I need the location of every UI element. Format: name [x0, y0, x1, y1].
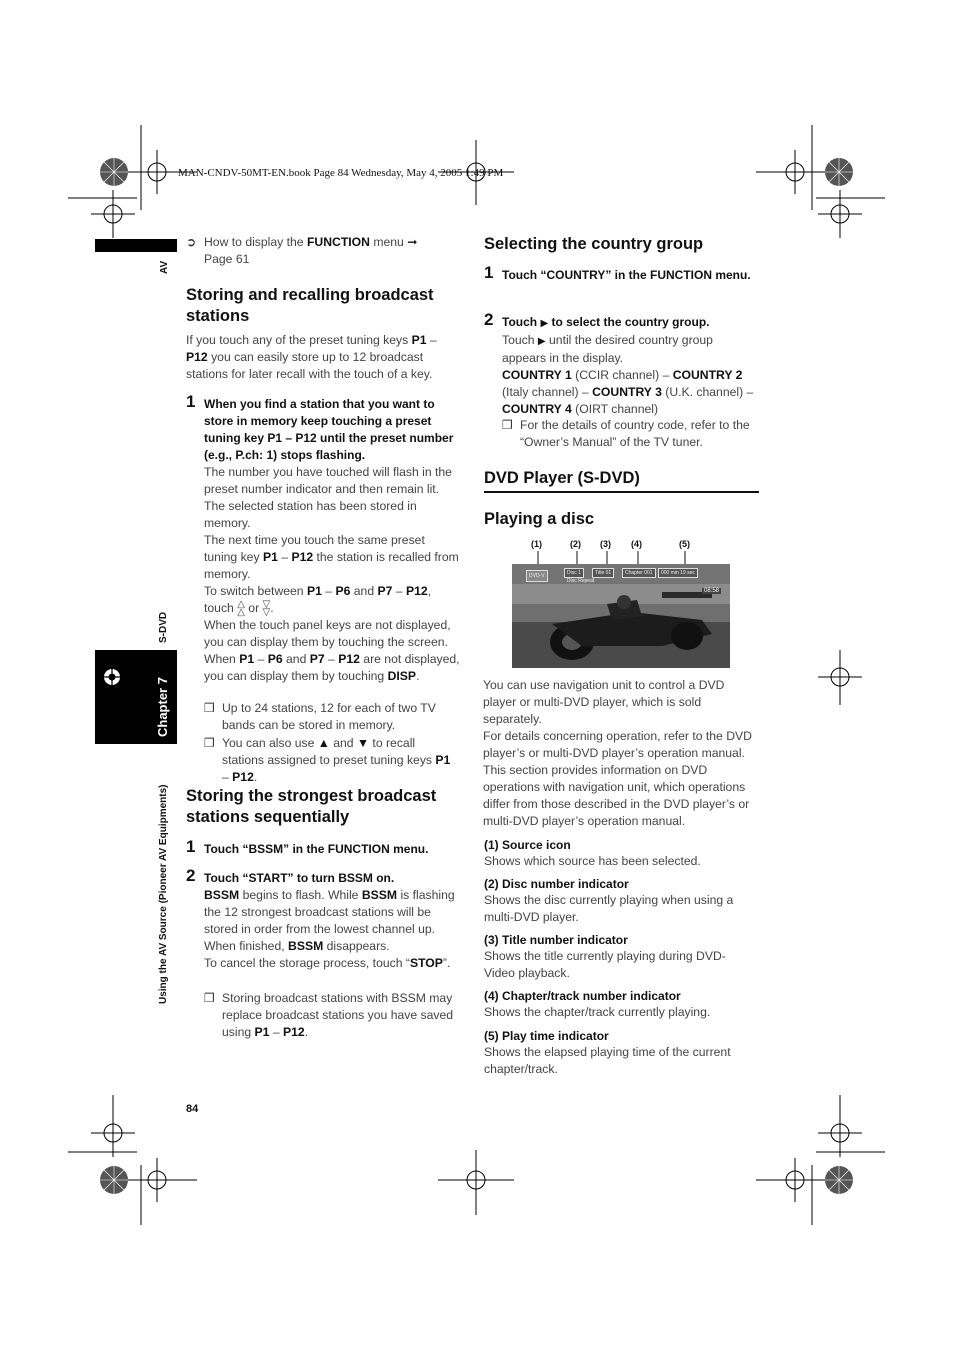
- storing-step-1-title: When you find a station that you want to store in memory keep touching a preset tuning key P1 – P12 until the preset number (e.g., P.ch: 1) stops flashing.: [204, 397, 454, 462]
- play-triangle-icon: ▶: [537, 336, 546, 347]
- function-menu-reference: ➲ How to display the FUNCTION menu ➞ Page 61: [186, 235, 418, 266]
- section-title-strongest: Storing the strongest broadcast stations sequentially: [186, 787, 437, 826]
- page-up-icon: △ △: [237, 598, 245, 618]
- av-side-label: AV: [159, 260, 170, 274]
- bssm-step-1: 1 Touch “BSSM” in the FUNCTION menu.: [186, 837, 429, 856]
- sdvd-side-label: S-DVD: [158, 611, 169, 643]
- dvd-playback-screen: [512, 564, 730, 668]
- country-note: ❒ For the details of country code, refer to the “Owner’s Manual” of the TV tuner.: [502, 418, 750, 449]
- figure-label-4: (4): [631, 539, 642, 549]
- play-time-indicator: 000 min 19 sec: [658, 568, 698, 578]
- figure-label-1: (1): [531, 539, 542, 549]
- note-box-icon: ❒: [204, 736, 215, 750]
- triangle-down-icon: ▼: [356, 736, 370, 750]
- file-info-header: MAN-CNDV-50MT-EN.book Page 84 Wednesday, May 4, 2005 1:49 PM: [178, 167, 504, 179]
- indicator-item-5: (5) Play time indicator Shows the elapsed playing time of the current chapter/track.: [484, 1029, 731, 1076]
- clock-display: 08:58: [704, 588, 720, 594]
- av-tab-bar: [95, 239, 177, 252]
- figure-label-3: (3): [600, 539, 611, 549]
- page-number: 84: [186, 1103, 199, 1115]
- indicator-item-3: (3) Title number indicator Shows the title currently playing during DVD-Video playback.: [484, 933, 726, 980]
- country-step-2: 2 Touch ▶ to select the country group. Touch ▶ until the desired country group appears in the display. COUNTRY 1 (CCIR channel) – COUNTRY 2 (Italy channel) – COUNTRY 3 (U.K. channel) – COUNTRY 4 (OIRT channel): [484, 314, 759, 418]
- storing-note-1: ❒ Up to 24 stations, 12 for each of two TV bands can be stored in memory.: [204, 701, 436, 732]
- section-rule: [484, 491, 759, 493]
- right-arrow-icon: ➞: [407, 235, 418, 249]
- note-box-icon: ❒: [204, 991, 215, 1005]
- bssm-step-2-body: BSSM begins to flash. While BSSM is flashing the 12 strongest broadcast stations will be stored in order from the lowest channel up. When finished, BSSM disappears. To cancel the storage process, touch “STOP”.: [204, 888, 455, 970]
- section-title-playing-disc: Playing a disc: [484, 510, 595, 528]
- dvd-para-2: For details concerning operation, refer to the DVD player’s or multi-DVD player’s operation manual. This section provides information on DVD operations with navigation unit, which operations differ from those described in the DVD player’s or multi-DVD player’s operation manual.: [483, 729, 752, 828]
- disc-number-indicator: Disc 1: [564, 568, 584, 578]
- play-triangle-icon: ▶: [540, 318, 549, 329]
- storing-step-1: 1 When you find a station that you want to store in memory keep touching a preset tuning key P1 – P12 until the preset number (e.g., P.ch: 1) stops flashing. The number you have touched will flash in the preset number indicator and then remain lit. The selected station has been stored in memory. The next time you touch the same preset tuning key P1 – P12 the station is recalled from memory. To switch between P1 – P6 and P7 – P12, touch △ △ or ▽ ▽. When the touch panel keys are not displayed, you can display them by touching the screen. When P1 – P6 and P7 – P12 are not displayed, you can display them by touching DISP.: [186, 392, 460, 683]
- storing-step-1-body: The number you have touched will flash in the preset number indicator and then remain lit. The selected station has been stored in memory. The next time you touch the same preset tuning key P1 – P12 the station is recalled from memory. To switch between P1 – P6 and P7 – P12, touch △ △ or ▽ ▽. When the touch panel keys are not displayed, you can display them by touching the screen. When P1 – P6 and P7 – P12 are not displayed, you can display them by touching DISP.: [204, 465, 460, 683]
- indicator-item-4: (4) Chapter/track number indicator Shows the chapter/track currently playing.: [484, 989, 711, 1019]
- section-title-country: Selecting the country group: [484, 235, 704, 253]
- figure-label-2: (2): [570, 539, 581, 549]
- dvd-para-1: You can use navigation unit to control a DVD player or multi-DVD player, which is sold separately.: [483, 678, 725, 726]
- bssm-step-2: 2 Touch “START” to turn BSSM on. BSSM begins to flash. While BSSM is flashing the 12 strongest broadcast stations will be stored in order from the lowest channel up. When finished, BSSM disappears. To cancel the storage process, touch “STOP”.: [186, 870, 461, 972]
- section-title-storing-recalling: Storing and recalling broadcast stations: [186, 286, 434, 325]
- indicator-item-2: (2) Disc number indicator Shows the disc currently playing when using a multi-DVD player.: [484, 877, 734, 924]
- country-step-1: 1 Touch “COUNTRY” in the FUNCTION menu.: [484, 263, 751, 282]
- indicator-item-1: (1) Source icon Shows which source has been selected.: [484, 838, 701, 868]
- note-box-icon: ❒: [204, 701, 215, 715]
- chapter-number-indicator: Chapter 001: [622, 568, 656, 578]
- storing-intro-paragraph: If you touch any of the preset tuning keys P1 – P12 you can easily store up to 12 broadcast stations for later recall with the touch of a key.: [186, 333, 437, 381]
- repeat-indicator: Disc Repeat: [567, 578, 595, 584]
- storing-note-2: ❒ You can also use ▲ and ▼ to recall stations assigned to preset tuning keys P1 – P12.: [204, 736, 451, 784]
- reference-arrow-icon: ➲: [186, 235, 197, 249]
- section-title-dvd-player: DVD Player (S-DVD): [484, 469, 640, 487]
- running-title: Using the AV Source (Pioneer AV Equipments): [158, 784, 169, 1004]
- page-down-icon: ▽ ▽: [262, 598, 271, 618]
- country-list: COUNTRY 1 (CCIR channel) – COUNTRY 2 (Italy channel) – COUNTRY 3 (U.K. channel) – COUNTRY 4 (OIRT channel): [502, 368, 754, 416]
- title-number-indicator: Title 01: [592, 568, 614, 578]
- chapter-target-icon: [102, 667, 122, 687]
- note-box-icon: ❒: [502, 418, 513, 432]
- triangle-up-icon: ▲: [317, 736, 330, 750]
- bssm-note: ❒ Storing broadcast stations with BSSM may replace broadcast stations you have saved using P1 – P12.: [204, 991, 454, 1039]
- figure-label-5: (5): [679, 539, 690, 549]
- source-icon: DVD-V: [526, 570, 548, 582]
- chapter-label: Chapter 7: [155, 677, 170, 737]
